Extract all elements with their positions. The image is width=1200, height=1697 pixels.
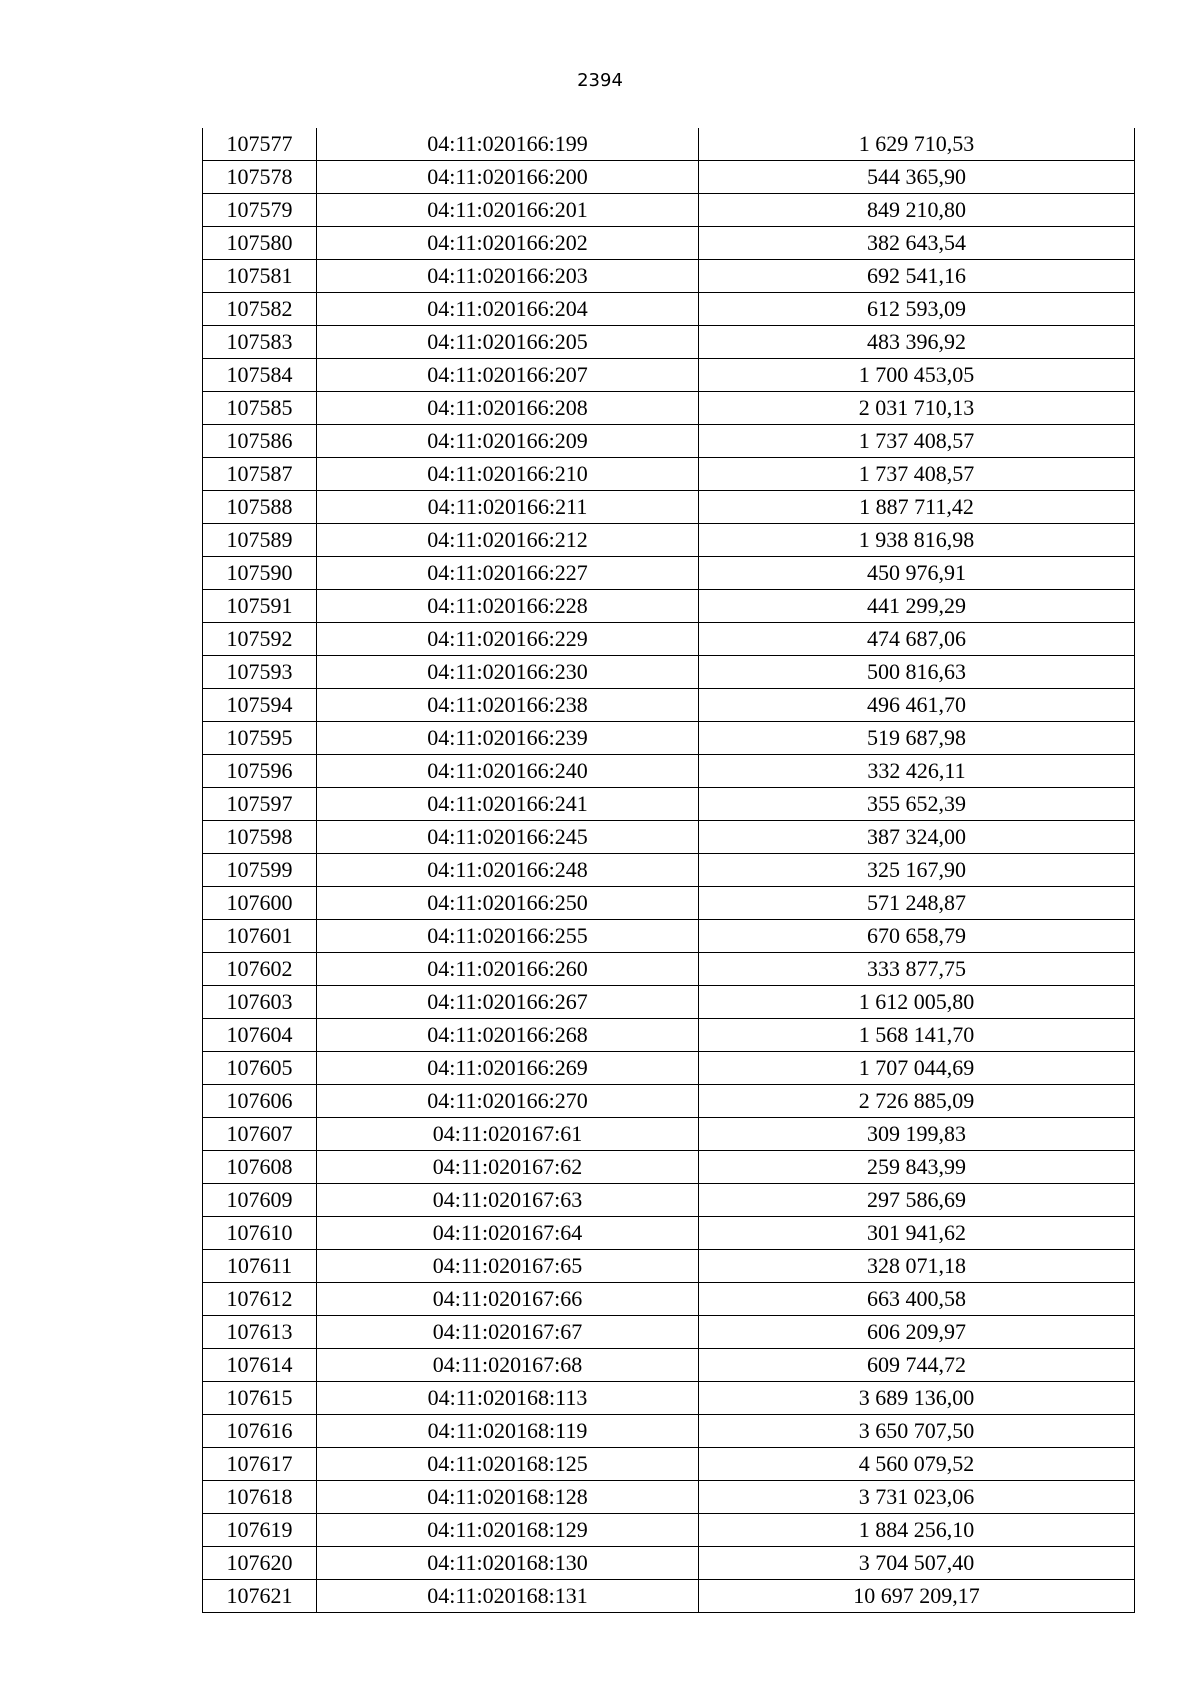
cadastral-number-cell: 04:11:020166:205 (317, 326, 699, 359)
row-number-cell: 107610 (203, 1217, 317, 1250)
table-row (203, 1019, 1135, 1052)
page-number: 2394 (577, 70, 623, 91)
cadastral-number-cell: 04:11:020166:228 (317, 590, 699, 623)
row-number-cell: 107590 (203, 557, 317, 590)
cadastral-value-cell: 259 843,99 (699, 1151, 1135, 1184)
table-row (203, 260, 1135, 293)
row-number-cell: 107591 (203, 590, 317, 623)
table-row (203, 656, 1135, 689)
cadastral-value-cell: 382 643,54 (699, 227, 1135, 260)
cadastral-value-cell: 441 299,29 (699, 590, 1135, 623)
row-number-cell: 107612 (203, 1283, 317, 1316)
cadastral-number-cell: 04:11:020166:203 (317, 260, 699, 293)
row-number-cell: 107609 (203, 1184, 317, 1217)
cadastral-number-cell: 04:11:020166:267 (317, 986, 699, 1019)
cadastral-number-cell: 04:11:020166:200 (317, 161, 699, 194)
cadastral-value-cell: 483 396,92 (699, 326, 1135, 359)
cadastral-number-cell: 04:11:020166:210 (317, 458, 699, 491)
row-number-cell: 107598 (203, 821, 317, 854)
row-number-cell: 107585 (203, 392, 317, 425)
table-row (203, 425, 1135, 458)
table-row (203, 887, 1135, 920)
row-number-cell: 107577 (203, 128, 317, 161)
cadastral-number-cell: 04:11:020166:248 (317, 854, 699, 887)
cadastral-value-cell: 1 884 256,10 (699, 1514, 1135, 1547)
table-row (203, 1052, 1135, 1085)
cadastral-value-cell: 450 976,91 (699, 557, 1135, 590)
cadastral-number-cell: 04:11:020167:68 (317, 1349, 699, 1382)
table-row (203, 1481, 1135, 1514)
cadastral-value-cell: 3 650 707,50 (699, 1415, 1135, 1448)
cadastral-value-cell: 500 816,63 (699, 656, 1135, 689)
table-row (203, 1250, 1135, 1283)
cadastral-value-cell: 309 199,83 (699, 1118, 1135, 1151)
table-row (203, 1085, 1135, 1118)
row-number-cell: 107620 (203, 1547, 317, 1580)
cadastral-number-cell: 04:11:020168:119 (317, 1415, 699, 1448)
row-number-cell: 107614 (203, 1349, 317, 1382)
row-number-cell: 107621 (203, 1580, 317, 1613)
cadastral-number-cell: 04:11:020168:128 (317, 1481, 699, 1514)
table-row (203, 689, 1135, 722)
cadastral-value-cell: 1 707 044,69 (699, 1052, 1135, 1085)
cadastral-number-cell: 04:11:020166:260 (317, 953, 699, 986)
table-row (203, 1382, 1135, 1415)
cadastral-number-cell: 04:11:020168:131 (317, 1580, 699, 1613)
row-number-cell: 107608 (203, 1151, 317, 1184)
row-number-cell: 107587 (203, 458, 317, 491)
cadastral-value-cell: 2 031 710,13 (699, 392, 1135, 425)
cadastral-value-cell: 2 726 885,09 (699, 1085, 1135, 1118)
cadastral-number-cell: 04:11:020166:268 (317, 1019, 699, 1052)
table-row (203, 524, 1135, 557)
row-number-cell: 107619 (203, 1514, 317, 1547)
cadastral-value-cell: 612 593,09 (699, 293, 1135, 326)
row-number-cell: 107582 (203, 293, 317, 326)
table-row (203, 359, 1135, 392)
cadastral-value-cell: 332 426,11 (699, 755, 1135, 788)
cadastral-number-cell: 04:11:020166:209 (317, 425, 699, 458)
row-number-cell: 107596 (203, 755, 317, 788)
cadastral-value-cell: 297 586,69 (699, 1184, 1135, 1217)
table-row (203, 293, 1135, 326)
cadastral-number-cell: 04:11:020166:238 (317, 689, 699, 722)
cadastral-value-cell: 10 697 209,17 (699, 1580, 1135, 1613)
row-number-cell: 107589 (203, 524, 317, 557)
cadastral-value-cell: 4 560 079,52 (699, 1448, 1135, 1481)
cadastral-value-cell: 1 612 005,80 (699, 986, 1135, 1019)
row-number-cell: 107584 (203, 359, 317, 392)
row-number-cell: 107601 (203, 920, 317, 953)
cadastral-number-cell: 04:11:020168:125 (317, 1448, 699, 1481)
cadastral-number-cell: 04:11:020166:204 (317, 293, 699, 326)
cadastral-value-cell: 609 744,72 (699, 1349, 1135, 1382)
table-row (203, 953, 1135, 986)
table-row (203, 1514, 1135, 1547)
row-number-cell: 107605 (203, 1052, 317, 1085)
row-number-cell: 107594 (203, 689, 317, 722)
cadastral-value-cell: 333 877,75 (699, 953, 1135, 986)
row-number-cell: 107613 (203, 1316, 317, 1349)
row-number-cell: 107615 (203, 1382, 317, 1415)
cadastral-number-cell: 04:11:020167:61 (317, 1118, 699, 1151)
cadastral-value-cell: 1 887 711,42 (699, 491, 1135, 524)
row-number-cell: 107593 (203, 656, 317, 689)
table-row (203, 557, 1135, 590)
table-row (203, 1151, 1135, 1184)
cadastral-value-cell: 606 209,97 (699, 1316, 1135, 1349)
row-number-cell: 107578 (203, 161, 317, 194)
table-row (203, 986, 1135, 1019)
table-row (203, 458, 1135, 491)
cadastral-value-cell: 519 687,98 (699, 722, 1135, 755)
row-number-cell: 107586 (203, 425, 317, 458)
row-number-cell: 107588 (203, 491, 317, 524)
table-row (203, 1316, 1135, 1349)
table-row (203, 755, 1135, 788)
table-row (203, 1118, 1135, 1151)
table-row (203, 128, 1135, 161)
cadastral-value-cell: 474 687,06 (699, 623, 1135, 656)
cadastral-number-cell: 04:11:020167:62 (317, 1151, 699, 1184)
row-number-cell: 107597 (203, 788, 317, 821)
cadastral-number-cell: 04:11:020166:250 (317, 887, 699, 920)
table-row (203, 326, 1135, 359)
row-number-cell: 107606 (203, 1085, 317, 1118)
cadastral-number-cell: 04:11:020168:129 (317, 1514, 699, 1547)
row-number-cell: 107579 (203, 194, 317, 227)
cadastral-number-cell: 04:11:020167:64 (317, 1217, 699, 1250)
cadastral-value-cell: 387 324,00 (699, 821, 1135, 854)
data-table (202, 128, 1135, 1613)
cadastral-number-cell: 04:11:020166:270 (317, 1085, 699, 1118)
cadastral-value-cell: 1 629 710,53 (699, 128, 1135, 161)
table-row (203, 491, 1135, 524)
cadastral-number-cell: 04:11:020166:207 (317, 359, 699, 392)
cadastral-number-cell: 04:11:020168:113 (317, 1382, 699, 1415)
row-number-cell: 107600 (203, 887, 317, 920)
row-number-cell: 107595 (203, 722, 317, 755)
cadastral-value-cell: 692 541,16 (699, 260, 1135, 293)
cadastral-number-cell: 04:11:020167:67 (317, 1316, 699, 1349)
cadastral-number-cell: 04:11:020167:66 (317, 1283, 699, 1316)
table-row (203, 1547, 1135, 1580)
cadastral-number-cell: 04:11:020166:201 (317, 194, 699, 227)
cadastral-number-cell: 04:11:020168:130 (317, 1547, 699, 1580)
cadastral-number-cell: 04:11:020166:240 (317, 755, 699, 788)
cadastral-number-cell: 04:11:020166:269 (317, 1052, 699, 1085)
table-row (203, 227, 1135, 260)
cadastral-value-cell: 1 938 816,98 (699, 524, 1135, 557)
table-row (203, 161, 1135, 194)
row-number-cell: 107607 (203, 1118, 317, 1151)
cadastral-value-cell: 1 700 453,05 (699, 359, 1135, 392)
row-number-cell: 107583 (203, 326, 317, 359)
table-row (203, 392, 1135, 425)
row-number-cell: 107602 (203, 953, 317, 986)
cadastral-value-cell: 328 071,18 (699, 1250, 1135, 1283)
cadastral-number-cell: 04:11:020166:245 (317, 821, 699, 854)
cadastral-number-cell: 04:11:020167:65 (317, 1250, 699, 1283)
table-body (203, 128, 1135, 1613)
table-row (203, 590, 1135, 623)
row-number-cell: 107581 (203, 260, 317, 293)
cadastral-number-cell: 04:11:020166:211 (317, 491, 699, 524)
cadastral-number-cell: 04:11:020166:241 (317, 788, 699, 821)
cadastral-value-cell: 355 652,39 (699, 788, 1135, 821)
cadastral-value-cell: 1 737 408,57 (699, 458, 1135, 491)
cadastral-value-cell: 1 568 141,70 (699, 1019, 1135, 1052)
table-row (203, 1184, 1135, 1217)
cadastral-value-cell: 849 210,80 (699, 194, 1135, 227)
table-row (203, 623, 1135, 656)
cadastral-value-cell: 3 689 136,00 (699, 1382, 1135, 1415)
cadastral-number-cell: 04:11:020167:63 (317, 1184, 699, 1217)
row-number-cell: 107599 (203, 854, 317, 887)
table-row (203, 722, 1135, 755)
table-row (203, 854, 1135, 887)
cadastral-value-cell: 325 167,90 (699, 854, 1135, 887)
cadastral-number-cell: 04:11:020166:208 (317, 392, 699, 425)
cadastral-number-cell: 04:11:020166:227 (317, 557, 699, 590)
row-number-cell: 107603 (203, 986, 317, 1019)
row-number-cell: 107616 (203, 1415, 317, 1448)
table-row (203, 821, 1135, 854)
cadastral-number-cell: 04:11:020166:212 (317, 524, 699, 557)
cadastral-value-cell: 1 737 408,57 (699, 425, 1135, 458)
row-number-cell: 107611 (203, 1250, 317, 1283)
cadastral-number-cell: 04:11:020166:239 (317, 722, 699, 755)
cadastral-number-cell: 04:11:020166:229 (317, 623, 699, 656)
table-row (203, 920, 1135, 953)
cadastral-value-cell: 301 941,62 (699, 1217, 1135, 1250)
cadastral-value-cell: 3 731 023,06 (699, 1481, 1135, 1514)
table-row (203, 1415, 1135, 1448)
cadastral-value-cell: 670 658,79 (699, 920, 1135, 953)
cadastral-value-cell: 496 461,70 (699, 689, 1135, 722)
row-number-cell: 107618 (203, 1481, 317, 1514)
row-number-cell: 107580 (203, 227, 317, 260)
cadastral-value-cell: 571 248,87 (699, 887, 1135, 920)
table-row (203, 194, 1135, 227)
cadastral-value-cell: 3 704 507,40 (699, 1547, 1135, 1580)
cadastral-number-cell: 04:11:020166:199 (317, 128, 699, 161)
table-row (203, 1349, 1135, 1382)
row-number-cell: 107604 (203, 1019, 317, 1052)
cadastral-value-cell: 663 400,58 (699, 1283, 1135, 1316)
table-row (203, 788, 1135, 821)
row-number-cell: 107617 (203, 1448, 317, 1481)
cadastral-number-cell: 04:11:020166:255 (317, 920, 699, 953)
table-row (203, 1217, 1135, 1250)
cadastral-number-cell: 04:11:020166:202 (317, 227, 699, 260)
table-row (203, 1448, 1135, 1481)
table-row (203, 1283, 1135, 1316)
table-row (203, 1580, 1135, 1613)
cadastral-value-cell: 544 365,90 (699, 161, 1135, 194)
row-number-cell: 107592 (203, 623, 317, 656)
cadastral-number-cell: 04:11:020166:230 (317, 656, 699, 689)
